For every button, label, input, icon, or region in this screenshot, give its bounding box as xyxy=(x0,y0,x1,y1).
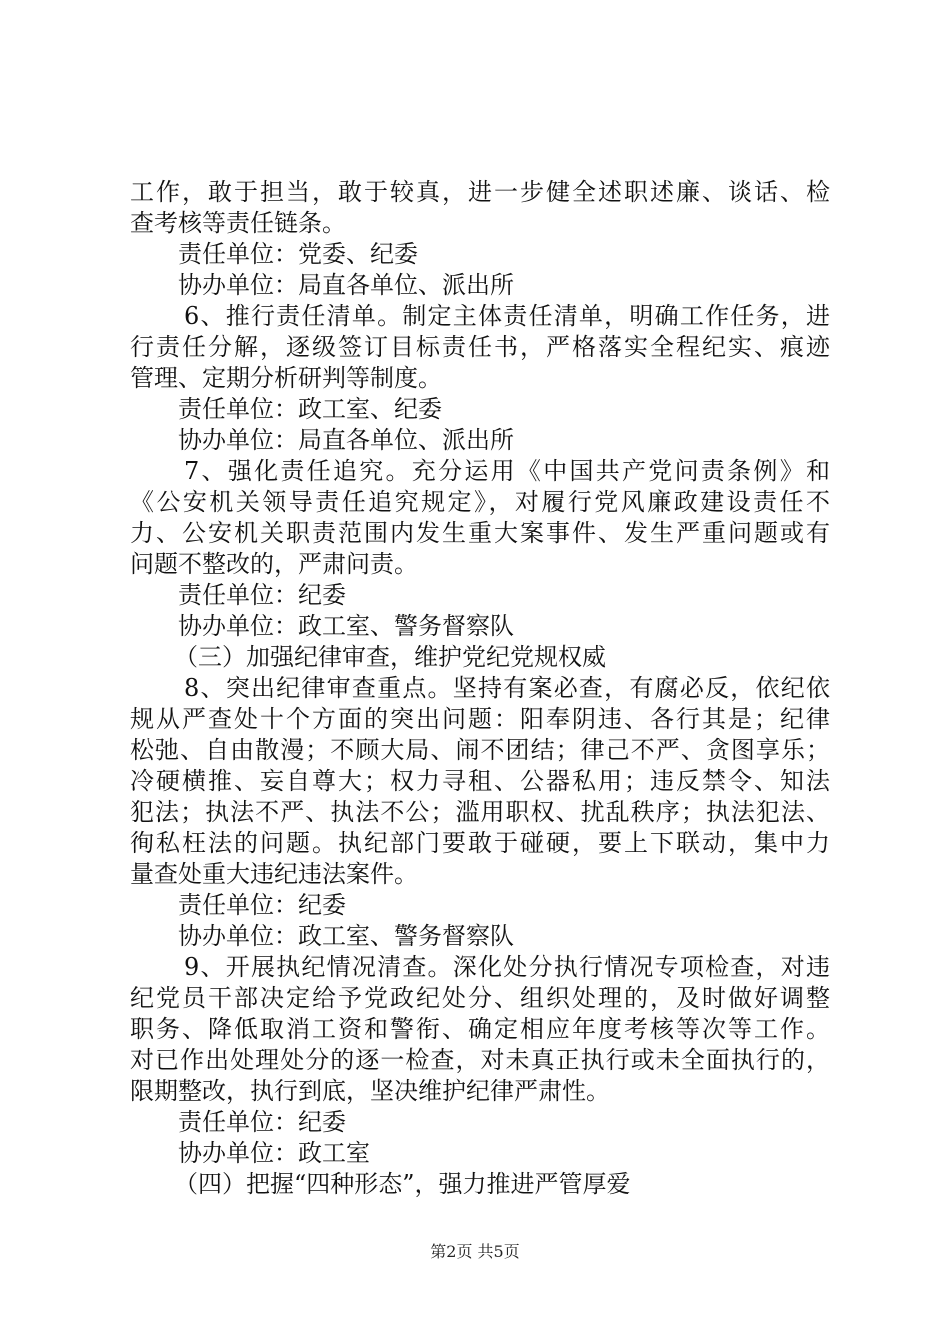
assisting-unit: 协办单位：局直各单位、派出所 xyxy=(178,426,514,454)
paragraph-line: 量查处重大违纪违法案件。 xyxy=(130,860,418,888)
assisting-unit: 协办单位：政工室、警务督察队 xyxy=(178,922,514,950)
responsible-unit: 责任单位：政工室、纪委 xyxy=(178,395,442,423)
responsible-unit: 责任单位：纪委 xyxy=(178,581,346,609)
paragraph-line: 职务、降低取消工资和警衔、确定相应年度考核等次等工作。 xyxy=(130,1015,830,1043)
page-footer: 第2页 共5页 xyxy=(430,1242,520,1261)
responsible-unit: 责任单位：纪委 xyxy=(178,891,346,919)
paragraph-line: 查考核等责任链条。 xyxy=(130,209,346,237)
responsible-unit: 责任单位：党委、纪委 xyxy=(178,240,418,268)
responsible-unit: 责任单位：纪委 xyxy=(178,1108,346,1136)
item-7-heading-line: 7、强化责任追究。充分运用《中国共产党问责条例》和 xyxy=(184,457,830,485)
paragraph-line: 纪党员干部决定给予党政纪处分、组织处理的，及时做好调整 xyxy=(130,984,830,1012)
assisting-unit: 协办单位：局直各单位、派出所 xyxy=(178,271,514,299)
paragraph-line: 《公安机关领导责任追究规定》，对履行党风廉政建设责任不 xyxy=(130,488,830,516)
item-9-heading-line: 9、开展执纪情况清查。深化处分执行情况专项检查，对违 xyxy=(184,953,830,981)
paragraph-line: 对已作出处理处分的逐一检查，对未真正执行或未全面执行的， xyxy=(130,1046,830,1074)
paragraph-line: 限期整改，执行到底，坚决维护纪律严肃性。 xyxy=(130,1077,610,1105)
assisting-unit: 协办单位：政工室、警务督察队 xyxy=(178,612,514,640)
document-body xyxy=(130,177,830,1200)
section-heading: （四）把握“四种形态”，强力推进严管厚爱 xyxy=(174,1170,631,1198)
item-8-heading-line: 8、突出纪律审查重点。坚持有案必查，有腐必反，依纪依 xyxy=(184,674,830,702)
paragraph-line: 问题不整改的，严肃问责。 xyxy=(130,550,418,578)
paragraph-line: 行责任分解，逐级签订目标责任书，严格落实全程纪实、痕迹 xyxy=(130,333,830,361)
paragraph-line: 工作，敢于担当，敢于较真，进一步健全述职述廉、谈话、检 xyxy=(130,178,830,206)
section-heading: （三）加强纪律审查，维护党纪党规权威 xyxy=(174,643,606,671)
paragraph-line: 管理、定期分析研判等制度。 xyxy=(130,364,442,392)
assisting-unit: 协办单位：政工室 xyxy=(178,1139,370,1167)
paragraph-line: 冷硬横推、妄自尊大；权力寻租、公器私用；违反禁令、知法 xyxy=(130,767,830,795)
item-6-heading-line: 6、推行责任清单。制定主体责任清单，明确工作任务，进 xyxy=(184,302,830,330)
paragraph-line: 犯法；执法不严、执法不公；滥用职权、扰乱秩序；执法犯法、 xyxy=(130,798,830,826)
paragraph-line: 徇私枉法的问题。执纪部门要敢于碰硬，要上下联动，集中力 xyxy=(130,829,830,857)
paragraph-line: 力、公安机关职责范围内发生重大案事件、发生严重问题或有 xyxy=(130,519,830,547)
paragraph-line: 松弛、自由散漫；不顾大局、闹不团结；律己不严、贪图享乐； xyxy=(130,736,830,764)
paragraph-line: 规从严查处十个方面的突出问题：阳奉阴违、各行其是；纪律 xyxy=(130,705,830,733)
